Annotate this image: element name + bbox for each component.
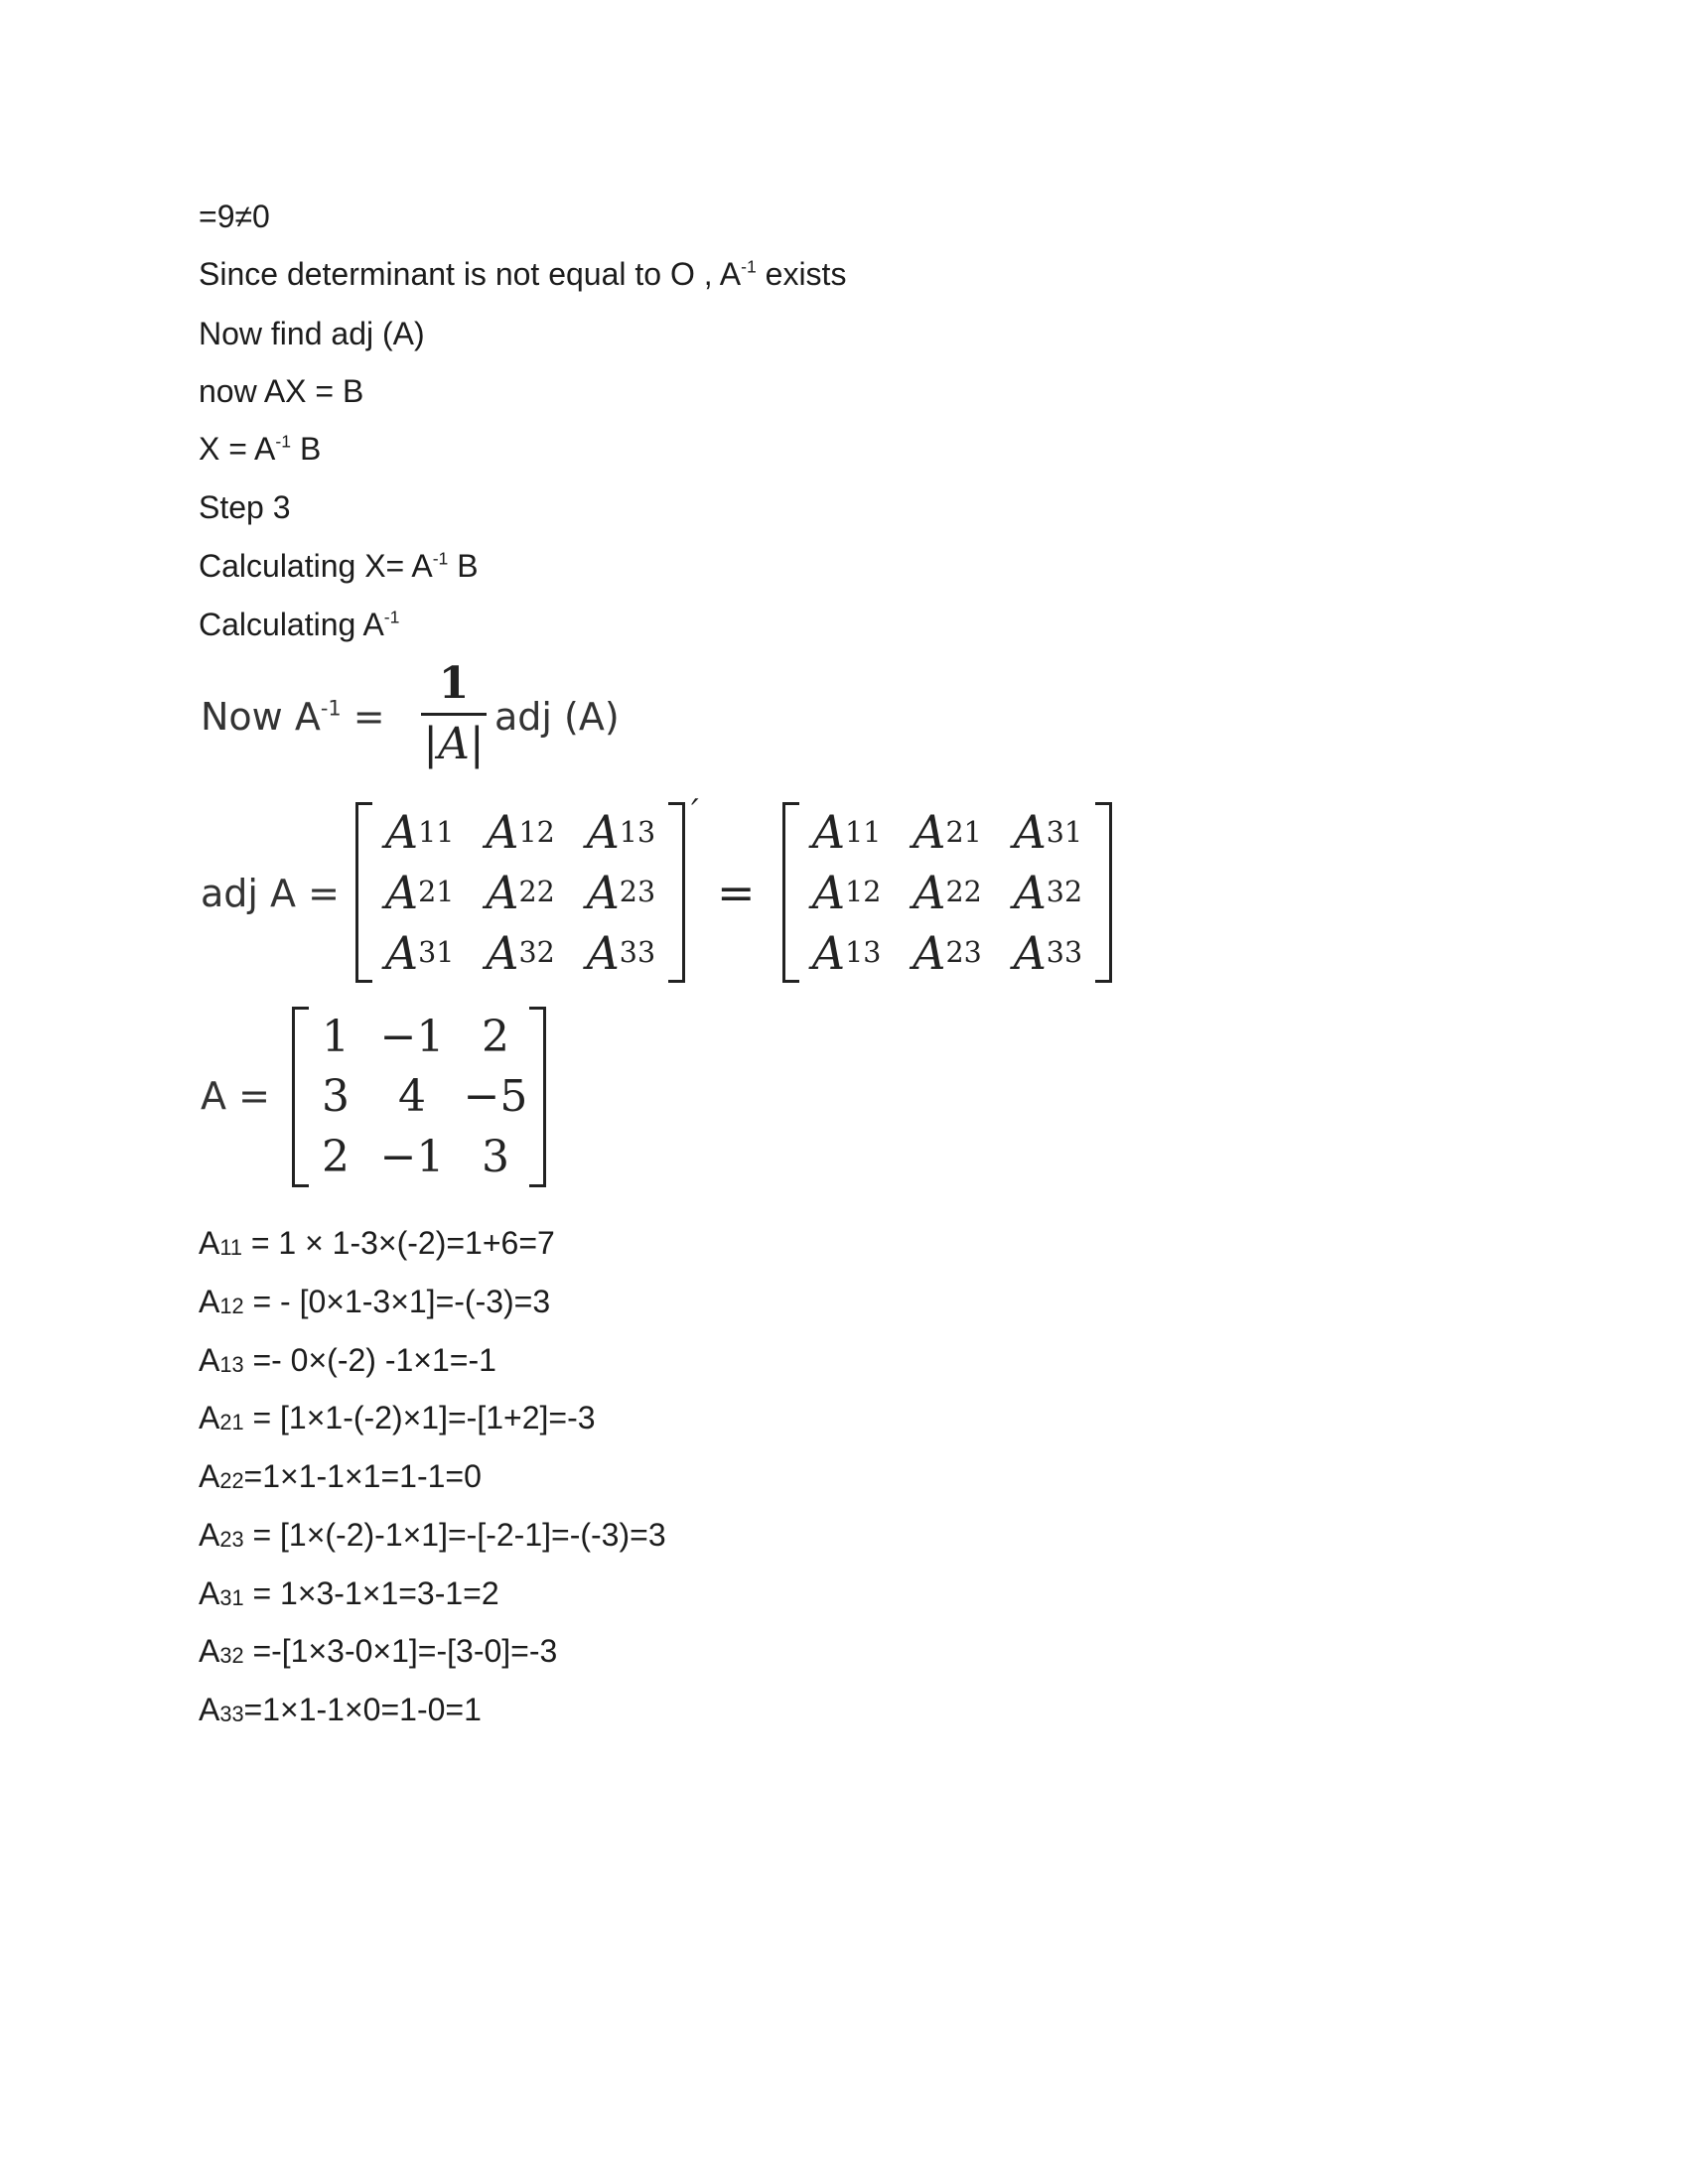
equals-sign: = xyxy=(717,866,756,919)
transpose-mark: ′ xyxy=(691,792,699,832)
cofactor-line: $A_{32} =-[1\times 3-0\times 1]=-[3-0]=-3$ xyxy=(199,1633,558,1669)
cofactor-line: $A_{31} = 1\times 3-1\times 1=3-1=2$ xyxy=(199,1575,499,1611)
fraction-denominator: |A| xyxy=(423,719,485,769)
matrix-a xyxy=(292,1007,546,1187)
matrix-a-label: A = xyxy=(201,1074,270,1118)
cofactor-matrix xyxy=(355,802,685,983)
transposed-matrix-cell: A 12 xyxy=(811,865,882,919)
right-bracket xyxy=(668,802,685,983)
transposed-matrix-cell: A 33 xyxy=(1013,925,1083,980)
cofactor-line: $A_{33}=1\times 1-1\times 0=1-0=1$ xyxy=(199,1692,482,1727)
matrix-a-cell: 2 xyxy=(322,1132,350,1183)
matrix-a-cell: −5 xyxy=(463,1071,528,1123)
inverse-exists-statement: Since determinant is not equal to O , $A^{-1}$ exists xyxy=(199,256,847,292)
inverse-lhs: Now $A^{-1}$ = xyxy=(201,695,385,739)
cofactor-matrix-cell: A 31 xyxy=(384,925,455,980)
cofactor-line: $A_{23} = [1\times(-2)-1\times 1]=-[-2-1]=-(-3)=3$ xyxy=(199,1517,666,1553)
transposed-matrix-cell: A 22 xyxy=(913,865,982,919)
matrix-a-cell: 4 xyxy=(398,1071,426,1123)
cofactor-matrix-cell: A 21 xyxy=(384,865,455,919)
cofactor-matrix-cell: A 33 xyxy=(586,925,656,980)
matrix-a-cell: 3 xyxy=(482,1132,509,1183)
cofactor-matrix-cell: A 23 xyxy=(586,865,656,919)
matrix-a-cell: 3 xyxy=(322,1071,350,1123)
transposed-matrix-cell: A 23 xyxy=(913,925,982,980)
cofactor-line: $A_{13} =- 0\times(-2)$ -1×1=-1 xyxy=(199,1342,496,1378)
matrix-a-cell: 2 xyxy=(482,1011,509,1062)
adj-label: adj A = xyxy=(201,872,340,915)
cofactor-matrix-cell: A 12 xyxy=(486,805,555,860)
calculating-x-line: Calculating $X= A^{-1}$ B xyxy=(199,548,479,584)
right-bracket xyxy=(529,1007,546,1187)
step-heading: Step 3 xyxy=(199,489,291,525)
transposed-matrix-cell: A 11 xyxy=(811,805,882,860)
transposed-matrix-cell: A 32 xyxy=(1013,865,1083,919)
cofactor-line: $A_{22}=1\times 1-1\times 1=1-1=0$ xyxy=(199,1458,482,1494)
cofactor-matrix-cell: A 32 xyxy=(486,925,555,980)
fraction-numerator: 1 xyxy=(438,658,470,709)
cofactor-line: $A_{21} = [1\times 1-(-2)\times 1]=-[1+2]=-3$ xyxy=(199,1400,596,1435)
determinant-value: =9≠0 xyxy=(199,199,270,234)
matrix-a-cell: −1 xyxy=(379,1132,445,1183)
cofactor-matrix-cell: A 13 xyxy=(586,805,656,860)
ax-equals-b-line: now AX = B xyxy=(199,373,364,409)
transposed-cofactor-matrix xyxy=(782,802,1112,983)
matrix-a-cell: 1 xyxy=(322,1011,350,1062)
cofactor-line: $A_{11} = 1 \times 1-3\times(-2)=1+6=7$ xyxy=(199,1225,555,1261)
fraction-bar xyxy=(421,713,487,716)
matrix-a-cell: −1 xyxy=(379,1011,445,1062)
x-equals-line: $X = A^{-1}$ B xyxy=(199,431,322,467)
transposed-matrix-cell: A 31 xyxy=(1013,805,1083,860)
cofactor-matrix-cell: A 11 xyxy=(384,805,455,860)
fraction xyxy=(421,659,487,769)
transposed-matrix-cell: A 13 xyxy=(811,925,882,980)
calculating-inverse-line: Calculating $A^{-1}$ xyxy=(199,607,400,642)
find-adj-line: Now find adj (A) xyxy=(199,316,425,351)
cofactor-line: $A_{12}$ = - [0×1-3×1]=-(-3)=3 xyxy=(199,1284,551,1319)
inverse-rhs: adj (A) xyxy=(494,695,620,739)
transposed-matrix-cell: A 21 xyxy=(913,805,982,860)
right-bracket xyxy=(1095,802,1112,983)
cofactor-matrix-cell: A 22 xyxy=(486,865,555,919)
